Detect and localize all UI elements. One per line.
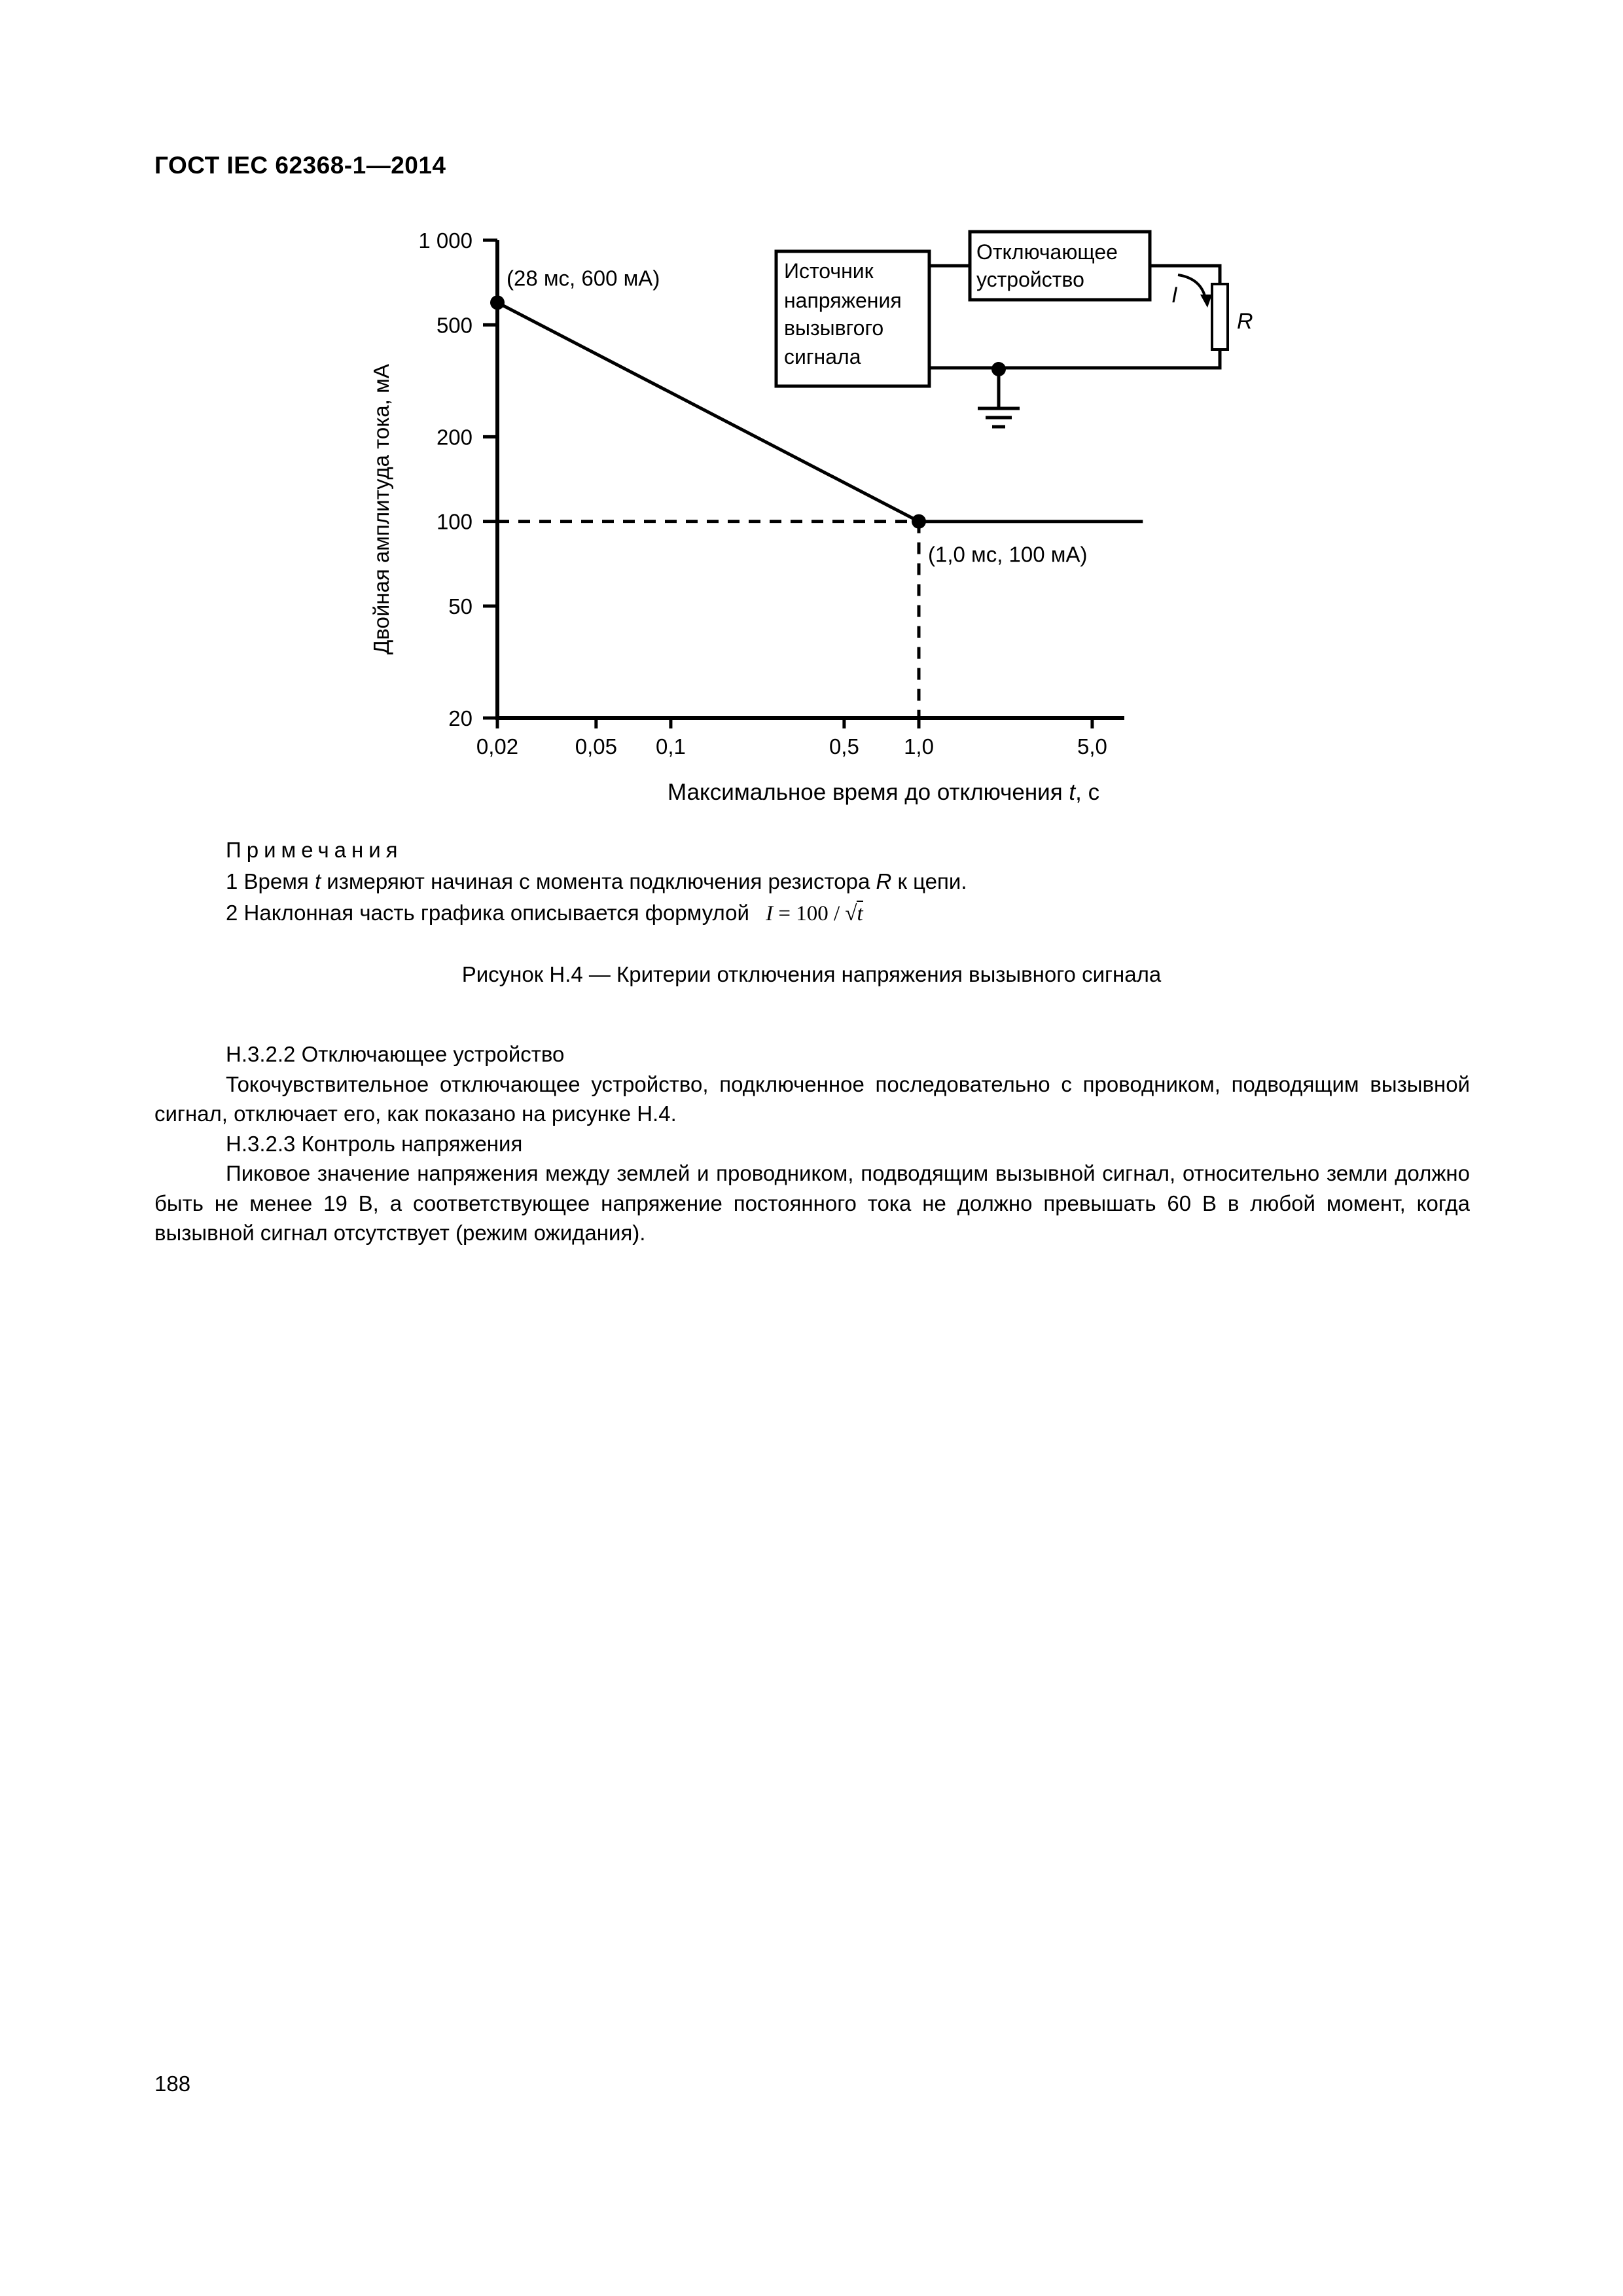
- notes-heading: Примечания: [226, 838, 403, 862]
- x-axis-label-variable: t: [1069, 780, 1076, 805]
- wire-device-resistor: [1150, 266, 1220, 284]
- section-title-h3223: Н.3.2.3 Контроль напряжения: [226, 1131, 523, 1156]
- note-2: [226, 897, 967, 929]
- figure-notes: [226, 834, 967, 929]
- x-tick-label-2: 0,1: [656, 734, 686, 759]
- current-arrow-head: [1200, 295, 1212, 308]
- x-tick-label-5: 5,0: [1077, 734, 1107, 759]
- source-label-line3: вызывгого: [784, 316, 884, 340]
- x-tick-label-3: 0,5: [829, 734, 859, 759]
- note-1-var-r: R: [876, 869, 892, 893]
- formula-eq: = 100 /: [778, 902, 840, 925]
- note-2-text: 2 Наклонная часть графика описывается формулой: [226, 901, 749, 925]
- chart-reference-lines: [497, 522, 919, 718]
- resistor-label: R: [1237, 309, 1253, 334]
- source-label-line4: сигнала: [784, 345, 861, 368]
- document-header: ГОСТ IEC 62368-1—2014: [154, 152, 446, 179]
- x-axis-label-text: Максимальное время до отключения: [668, 780, 1069, 805]
- x-axis-label-unit: , с: [1075, 780, 1100, 805]
- figure-h4: [0, 0, 1623, 825]
- source-label-line2: напряжения: [784, 289, 902, 312]
- chart: [369, 228, 1143, 805]
- y-tick-label-1: 50: [448, 594, 473, 619]
- formula-i: I: [766, 902, 774, 925]
- y-tick-label-4: 500: [436, 313, 473, 338]
- resistor-r: [1212, 284, 1228, 350]
- section-text-h3222: Токочувствительное отключающее устройство, подключенное последовательно с проводником, подводящим вызывной сигнал, отключает его, как показано на рисунке Н.4.: [154, 1071, 1470, 1126]
- sqrt-sign: √: [845, 902, 857, 925]
- marker-point-0: [490, 295, 505, 310]
- formula-t: t: [857, 902, 863, 925]
- formula-t-wrap: [857, 901, 863, 925]
- wire-resistor-return: [929, 350, 1220, 368]
- marker-point-1: [912, 514, 926, 529]
- marker-label-0: (28 мс, 600 мА): [507, 266, 660, 291]
- section-title-h3222: Н.3.2.2 Отключающее устройство: [226, 1042, 565, 1066]
- x-axis-label: [668, 780, 1099, 805]
- x-tick-label-4: 1,0: [904, 734, 934, 759]
- note-1: [226, 866, 967, 897]
- note-1-text-mid: измеряют начиная с момента подключения резистора: [321, 869, 876, 893]
- current-label: I: [1171, 283, 1178, 308]
- y-axis-label: Двойная амплитуда тока, мА: [369, 364, 393, 655]
- body-text: [154, 1039, 1470, 1248]
- circuit-labels: [784, 240, 1253, 368]
- y-tick-label-0: 20: [448, 706, 473, 730]
- formula: [766, 902, 863, 925]
- device-label-line1: Отключающее: [976, 240, 1118, 264]
- figure-caption: Рисунок Н.4 — Критерии отключения напряжения вызывного сигнала: [461, 962, 1162, 986]
- marker-label-1: (1,0 мс, 100 мА): [928, 542, 1088, 567]
- note-1-text-end: к цепи.: [891, 869, 967, 893]
- y-tick-label-2: 100: [436, 509, 473, 534]
- y-tick-label-5: 1 000: [418, 228, 473, 253]
- section-text-h3223: Пиковое значение напряжения между землей и проводником, подводящим вызывной сигнал, относительно земли должно быть не менее 19 В, а соответствующее напряжение постоянного тока не должно превышать 60 В в любой момент, когда вызывной сигнал отсутствует (режим ожидания).: [154, 1161, 1470, 1245]
- y-tick-label-3: 200: [436, 425, 473, 450]
- note-1-text: 1 Время: [226, 869, 315, 893]
- device-label-line2: устройство: [976, 268, 1084, 291]
- source-label-line1: Источник: [784, 259, 874, 283]
- junction-dot: [991, 362, 1006, 376]
- x-tick-label-0: 0,02: [476, 734, 519, 759]
- x-tick-label-1: 0,05: [575, 734, 617, 759]
- page-number: 188: [154, 2072, 191, 2096]
- note-1-var-t: t: [314, 869, 321, 893]
- chart-ticks: [418, 228, 1107, 759]
